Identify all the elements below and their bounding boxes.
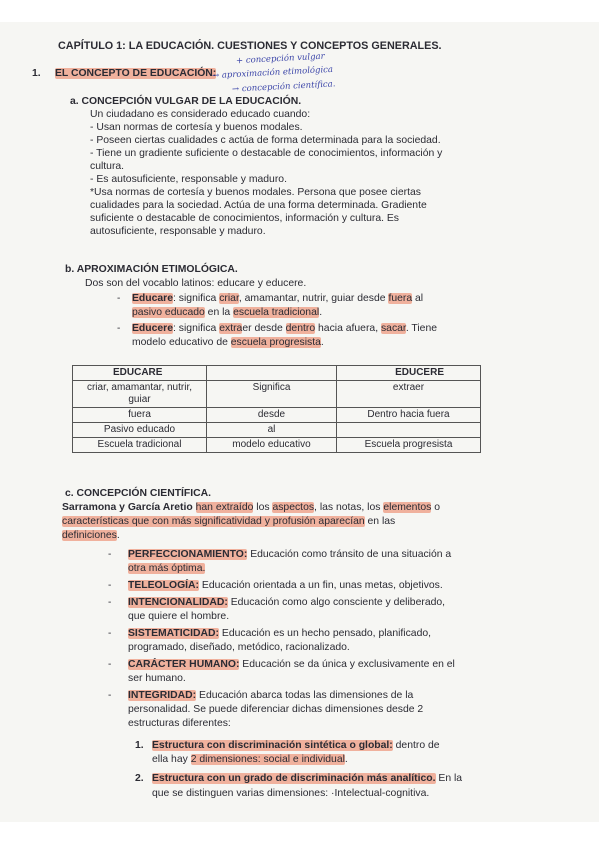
a-line: cualidades para la sociedad. Actúa de una forma determinada. Gradiente: [90, 200, 427, 211]
subsection-c-heading: c. CONCEPCIÓN CIENTÍFICA.: [65, 488, 212, 499]
highlight: definiciones: [62, 530, 117, 541]
table-cell: criar, amamantar, nutrir, guiar: [73, 381, 207, 408]
highlight: características que con más significatividad y profusión aparecían: [62, 516, 365, 527]
bullet-dash: -: [108, 549, 112, 560]
highlight: fuera: [388, 293, 413, 304]
a-line: cultura.: [90, 161, 125, 172]
table-cell: extraer: [336, 381, 480, 408]
highlight: Estructura con un grado de discriminación más analítico.: [152, 773, 436, 784]
text-span: o: [431, 502, 440, 513]
sub-number: 2.: [135, 773, 144, 784]
table-row: [73, 438, 481, 453]
highlight: escuela progresista: [230, 337, 321, 348]
highlight: han extraído: [195, 502, 254, 513]
highlight: otra más óptima.: [128, 563, 206, 574]
table-row: [73, 423, 481, 438]
handwritten-note-top: + concepción vulgar: [235, 51, 325, 67]
table-cell: Significa: [207, 381, 337, 408]
bullet-dash: -: [108, 580, 112, 591]
subsection-b-heading: b. APROXIMACIÓN ETIMOLÓGICA.: [65, 264, 238, 275]
list-item-cont: ser humano.: [128, 673, 186, 684]
highlight: criar: [219, 293, 239, 304]
table-header-educere: EDUCERE: [336, 366, 480, 381]
text-span: .: [319, 307, 323, 318]
text-span: : significa: [173, 293, 220, 304]
table-cell: desde: [207, 408, 337, 423]
list-item: [128, 658, 455, 671]
list-item-cont: [128, 562, 205, 575]
table-header-empty: [207, 366, 337, 381]
list-item-cont: que quiere el hombre.: [128, 611, 230, 622]
a-line: - Usan normas de cortesía y buenos modales.: [90, 122, 303, 133]
a-line: - Es autosuficiente, responsable y maduro.: [90, 174, 287, 185]
text-span: .: [116, 530, 120, 541]
item-text: Educación como algo consciente y deliberado,: [227, 597, 446, 608]
text-span: al: [412, 293, 424, 304]
item-term: TELEOLOGÍA:: [128, 580, 199, 591]
list-item: [128, 689, 413, 702]
section-number: 1.: [32, 68, 41, 79]
sub-item: [152, 739, 440, 752]
table-cell: Escuela progresista: [336, 438, 480, 453]
item-term: PERFECCIONAMIENTO:: [128, 549, 248, 560]
educare-definition: [132, 292, 423, 305]
item-text: Educación orientada a un fin, unas metas, objetivos.: [199, 580, 443, 591]
bullet-dash: -: [108, 659, 112, 670]
table-row: [73, 381, 481, 408]
text-span: . Tiene: [405, 323, 438, 334]
educere-definition-cont: [132, 336, 324, 349]
text-span: .: [320, 337, 324, 348]
table-cell: [336, 423, 480, 438]
a-line: - Poseen ciertas cualidades c actúa de forma determinada para la sociedad.: [90, 135, 441, 146]
table-row: [73, 408, 481, 423]
sub-item-cont: que se distinguen varias dimensiones: ·Intelectual-cognitiva.: [152, 788, 430, 799]
highlight: sacar: [380, 323, 406, 334]
text-span: Sarramona y García Aretio: [62, 502, 196, 513]
highlight: Estructura con discriminación sintética o global:: [152, 740, 393, 751]
item-term: INTENCIONALIDAD:: [128, 597, 228, 608]
sub-item: [152, 772, 462, 785]
text-span: en las: [364, 516, 396, 527]
text-span: , las notas, los: [314, 502, 384, 513]
educere-definition: [132, 322, 437, 335]
highlight: extra: [219, 323, 243, 334]
item-text: Educación abarca todas las dimensiones de la: [196, 690, 414, 701]
handwritten-note-1: → aproximación etimológica: [211, 64, 334, 82]
list-item: [128, 627, 431, 640]
table-cell: al: [207, 423, 337, 438]
a-line: *Usa normas de cortesía y buenos modales. Persona que posee ciertas: [90, 187, 421, 198]
a-line: autosuficiente, responsable y maduro.: [90, 226, 266, 237]
table-cell: modelo educativo: [207, 438, 337, 453]
text-span: : significa: [173, 323, 220, 334]
text-span: hacia afuera,: [315, 323, 381, 334]
item-text: Educación es un hecho pensado, planificado,: [219, 628, 432, 639]
table-cell: Dentro hacia fuera: [336, 408, 480, 423]
list-item-cont: personalidad. Se puede diferenciar dichas dimensiones desde 2: [128, 704, 424, 715]
sub-number: 1.: [135, 740, 144, 751]
b-intro: Dos son del vocablo latinos: educare y educere.: [85, 278, 307, 289]
a-line: - Tiene un gradiente suficiente o destacable de conocimientos, información y: [90, 148, 443, 159]
page-title: CAPÍTULO 1: LA EDUCACIÓN. CUESTIONES Y CONCEPTOS GENERALES.: [58, 40, 442, 52]
list-item-cont: programado, diseñado, metódico, racionalizado.: [128, 642, 350, 653]
table-header-row: [73, 366, 481, 381]
text-span: er desde: [242, 323, 286, 334]
section-heading-label: EL CONCEPTO DE EDUCACIÓN:: [55, 68, 217, 79]
highlight: pasivo educado: [132, 307, 205, 318]
highlight: aspectos: [272, 502, 315, 513]
handwritten-note-2: → concepción científica.: [231, 79, 336, 95]
text-span: ella hay: [152, 754, 191, 765]
item-text: Educación como tránsito de una situación a: [247, 549, 452, 560]
a-line: suficiente o destacable de conocimientos, información y cultura. Es: [90, 213, 399, 224]
item-term: INTEGRIDAD:: [128, 690, 197, 701]
bullet-dash: -: [117, 293, 121, 304]
item-term: SISTEMATICIDAD:: [128, 628, 220, 639]
text-span: modelo educativo de: [132, 337, 231, 348]
text-span: los: [253, 502, 273, 513]
highlight: dentro: [285, 323, 316, 334]
list-item: [128, 596, 445, 609]
text-span: dentro de: [392, 740, 440, 751]
highlight: escuela tradicional: [233, 307, 320, 318]
table-cell: Pasivo educado: [73, 423, 207, 438]
text-span: , amamantar, nutrir, guiar desde: [238, 293, 389, 304]
list-item-cont: estructuras diferentes:: [128, 718, 231, 729]
educere-term: Educere: [132, 323, 174, 334]
highlight: elementos: [383, 502, 432, 513]
c-intro-cont: [62, 515, 395, 528]
text-span: en la: [204, 307, 234, 318]
c-intro: [62, 501, 440, 514]
text-span: En la: [435, 773, 463, 784]
comparison-table: [72, 365, 481, 453]
section-heading: [55, 67, 216, 80]
item-text: Educación se da única y exclusivamente en el: [239, 659, 455, 670]
item-term: CARÁCTER HUMANO:: [128, 659, 240, 670]
educare-term: Educare: [132, 293, 174, 304]
bullet-dash: -: [117, 323, 121, 334]
list-item: [128, 579, 443, 592]
a-line: Un ciudadano es considerado educado cuando:: [90, 109, 311, 120]
bullet-dash: -: [108, 628, 112, 639]
text-span: .: [344, 754, 348, 765]
sub-item-cont: [152, 753, 348, 766]
subsection-a-heading: a. CONCEPCIÓN VULGAR DE LA EDUCACIÓN.: [70, 96, 302, 107]
bullet-dash: -: [108, 690, 112, 701]
table-cell: fuera: [73, 408, 207, 423]
educare-definition-cont: [132, 306, 322, 319]
table-cell: Escuela tradicional: [73, 438, 207, 453]
c-intro-cont: [62, 529, 120, 542]
highlight: 2 dimensiones: social e individual: [190, 754, 345, 765]
list-item: [128, 548, 451, 561]
table-header-educare: EDUCARE: [73, 366, 207, 381]
bullet-dash: -: [108, 597, 112, 608]
